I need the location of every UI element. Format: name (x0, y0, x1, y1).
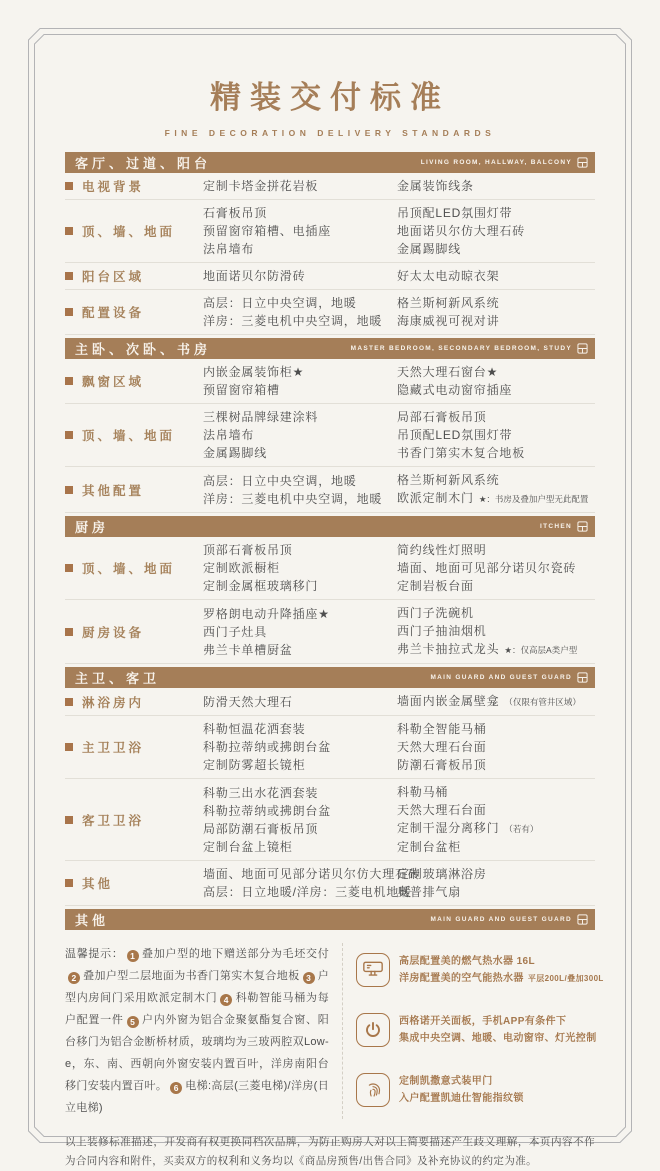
square-bullet-icon (65, 564, 73, 572)
row-label-text: 阳台区域 (82, 270, 145, 284)
spec-item: 天然大理石台面 (397, 803, 487, 817)
spec-item: 防滑天然大理石 (203, 694, 293, 709)
spec-item: 好太太电动晾衣架 (397, 269, 500, 283)
row-label (65, 623, 203, 641)
tip-number-badge: 5 (127, 1016, 139, 1028)
content (65, 0, 604, 1171)
spec-item: 高层：日立地暖/洋房：三菱电机地暖 (203, 885, 412, 899)
tip-text: 户内外窗为铝合金聚氨酯复合窗、阳台移门为铝合金断桥材质，玻璃均为三玻两腔双Low-e，东、南、西朝向外窗安装内置百叶，洋房南阳台移门安装内置百叶。 (65, 1014, 329, 1092)
spec-column-2 (397, 541, 595, 595)
feature-line-text: 定制凯撒意式装甲门 (399, 1076, 493, 1087)
feature-line (399, 1090, 524, 1107)
row-label-text: 配置设备 (82, 306, 145, 320)
floorplan-icon (577, 672, 588, 683)
spec-item: 定制岩板台面 (397, 579, 474, 593)
spec-item: 海康威视可视对讲 (397, 314, 500, 328)
spec-column-2 (397, 204, 595, 258)
table-row (65, 779, 595, 861)
floorplan-icon (577, 343, 588, 354)
feature-line (399, 1030, 597, 1047)
spec-item: 科勒三出水花洒套装 (203, 785, 319, 800)
row-label-text: 主卫卫浴 (82, 741, 145, 755)
spec-item: 书香门第实木复合地板 (397, 446, 526, 460)
spec-column-1 (203, 177, 397, 195)
spec-column-1 (203, 541, 397, 595)
section-header (65, 667, 595, 688)
table-row (65, 200, 595, 263)
spec-column-2 (397, 408, 595, 462)
sections-container (65, 152, 595, 930)
spec-item: 金属装饰线条 (397, 179, 474, 193)
tips-label: 温馨提示： (65, 948, 124, 960)
feature-line-note: 平层200L/叠加300L (527, 974, 604, 983)
row-label (65, 874, 203, 892)
row-label-text: 厨房设备 (82, 625, 145, 640)
spec-item: 格兰斯柯新风系统 (397, 296, 500, 310)
tips-area (65, 943, 604, 1119)
section-header-right (421, 157, 588, 168)
tip-text: 叠加户型二层地面为书香门第实木复合地板 (83, 970, 300, 982)
spec-item: 墙面、地面可见部分诺贝尔仿大理石砖 (203, 867, 421, 881)
spec-item: 定制欧派橱柜 (203, 561, 280, 575)
spec-column-2 (397, 720, 595, 774)
spec-item: 西门子灶具 (203, 624, 268, 639)
row-label-text: 飘窗区域 (82, 375, 145, 389)
section-title-en: LIVING ROOM, HALLWAY, BALCONY (420, 159, 572, 166)
section-title: 客厅、过道、阳台 (75, 156, 212, 171)
row-label-text: 客卫卫浴 (82, 813, 145, 828)
spec-column-2 (397, 177, 595, 195)
spec-item: 内嵌金属装饰柜★ (203, 365, 305, 379)
spec-item: 天然大理石台面 (397, 740, 487, 754)
section-title: 其他 (75, 913, 110, 928)
section-header-right (351, 343, 588, 354)
row-label-text: 电视背景 (82, 180, 145, 194)
spec-column-1 (203, 865, 421, 901)
row-label (65, 811, 203, 829)
spec-column-2 (397, 865, 595, 901)
spec-item: 预留窗帘箱槽、电插座 (203, 224, 332, 238)
spec-item-note: ★：书房及叠加户型无此配置 (478, 494, 589, 504)
spec-column-1 (203, 693, 397, 711)
section-title: 厨房 (75, 520, 110, 535)
spec-item (397, 819, 595, 838)
water-heater-icon (356, 953, 390, 987)
feature-line (399, 1073, 524, 1090)
table-row (65, 537, 595, 600)
feature-line-text: 洋房配置美的空气能热水器 (399, 973, 524, 984)
tip-number-badge: 4 (220, 994, 232, 1006)
spec-item (397, 489, 595, 508)
square-bullet-icon (65, 628, 73, 636)
fingerprint-icon (356, 1073, 390, 1107)
square-bullet-icon (65, 431, 73, 439)
spec-item-text: 弗兰卡抽拉式龙头 (397, 642, 500, 656)
spec-item-note: ★：仅高层A类户型 (504, 645, 578, 655)
spec-column-1 (203, 204, 397, 258)
spec-item: 金属踢脚线 (397, 242, 462, 256)
spec-item: 地面诺贝尔仿大理石砖 (397, 224, 526, 238)
row-label (65, 177, 203, 195)
table-row (65, 716, 595, 779)
row-label-text: 淋浴房内 (82, 695, 145, 710)
spec-column-1 (203, 294, 397, 330)
section-header-right (540, 521, 588, 532)
section-title-en: MAIN GUARD AND GUEST GUARD (430, 916, 572, 923)
square-bullet-icon (65, 182, 73, 190)
power-icon (356, 1013, 390, 1047)
row-label (65, 303, 203, 321)
spec-item: 金属踢脚线 (203, 446, 268, 460)
square-bullet-icon (65, 227, 73, 235)
feature-line (399, 970, 604, 987)
spec-item: 洋房：三菱电机中央空调，地暖 (203, 314, 383, 328)
section-header-right (430, 914, 588, 925)
row-label (65, 426, 203, 444)
table-row (65, 290, 595, 335)
section-header (65, 516, 595, 537)
spec-item-text: 墙面内嵌金属壁龛 (397, 694, 500, 708)
section-header (65, 909, 595, 930)
tip-number-badge: 3 (303, 972, 315, 984)
spec-item: 西门子抽油烟机 (397, 624, 487, 638)
tip-number-badge: 6 (170, 1082, 182, 1094)
spec-item: 吊顶配LED氛围灯带 (397, 206, 513, 220)
table-row (65, 359, 595, 404)
spec-item: 弗兰卡单槽厨盆 (203, 642, 293, 657)
row-label (65, 559, 203, 577)
spec-item: 科勒马桶 (397, 785, 449, 799)
spec-column-2 (397, 294, 595, 330)
spec-column-2 (397, 471, 595, 508)
row-label (65, 693, 203, 711)
table-row (65, 861, 595, 906)
spec-item: 防潮石膏板吊顶 (397, 758, 487, 772)
square-bullet-icon (65, 272, 73, 280)
spec-column-2 (397, 783, 595, 856)
spec-item: 天然大理石窗台★ (397, 365, 499, 379)
spec-item: 高层：日立中央空调，地暖 (203, 473, 357, 488)
tip-text: 电梯:高层(三菱电梯)/洋房(日立电梯) (65, 1080, 330, 1114)
spec-item: 顶部石膏板吊顶 (203, 543, 293, 557)
tips-paragraph (65, 943, 343, 1119)
spec-item (397, 692, 595, 711)
spec-item-text: 欧派定制木门 (397, 491, 474, 505)
spec-item: 奥普排气扇 (397, 885, 462, 899)
spec-item: 洋房：三菱电机中央空调，地暖 (203, 491, 383, 506)
spec-item: 地面诺贝尔防滑砖 (203, 269, 306, 283)
spec-column-1 (203, 472, 397, 508)
features-column (343, 943, 604, 1119)
spec-column-1 (203, 267, 397, 285)
feature-text (399, 953, 604, 987)
spec-item-text: 定制干湿分离移门 (397, 821, 500, 835)
page-subtitle: FINE DECORATION DELIVERY STANDARDS (164, 128, 496, 138)
spec-item: 法帛墙布 (203, 242, 255, 256)
row-label (65, 372, 203, 390)
spec-item: 科勒全智能马桶 (397, 722, 487, 736)
table-row (65, 263, 595, 290)
spec-column-1 (203, 408, 397, 462)
feature-line-text: 西格诺开关面板，手机APP有条件下 (399, 1016, 567, 1027)
spec-item: 罗格朗电动升降插座★ (203, 606, 330, 621)
row-label-text: 其他 (82, 877, 114, 891)
tip-text: 户型内房间门采用欧派定制木门 (65, 970, 329, 1004)
spec-item: 局部防潮石膏板吊顶 (203, 821, 319, 836)
table-row (65, 404, 595, 467)
disclaimer-text: 以上装修标准描述，开发商有权更换同档次品牌，为防止购房人对以上简要描述产生歧义理解，本页内容不作为合同内容和附件，买卖双方的权利和义务均以《商品房预售/出售合同》及补充协议的约定为准。 (65, 1136, 595, 1167)
spec-column-1 (203, 363, 397, 399)
section-title-en: ITCHEN (540, 523, 572, 530)
square-bullet-icon (65, 743, 73, 751)
section-title-en: MASTER BEDROOM, SECONDARY BEDROOM, STUDY (350, 345, 572, 352)
feature-item (356, 1073, 604, 1107)
tip-text: 科勒智能马桶为每户配置一件 (65, 992, 329, 1026)
tip-number-badge: 1 (127, 950, 139, 962)
spec-item: 定制台盆上镜柜 (203, 839, 293, 854)
spec-item: 定制台盆柜 (397, 840, 462, 854)
row-label (65, 222, 203, 240)
spec-column-2 (397, 267, 595, 285)
row-label-text: 顶、墙、地面 (82, 225, 176, 239)
row-label-text: 顶、墙、地面 (82, 429, 176, 443)
square-bullet-icon (65, 816, 73, 824)
feature-text (399, 1073, 524, 1107)
spec-column-1 (203, 784, 397, 856)
tip-text: 叠加户型的地下赠送部分为毛坯交付 (141, 948, 329, 960)
spec-item: 简约线性灯照明 (397, 543, 487, 557)
spec-item: 高层：日立中央空调，地暖 (203, 296, 357, 310)
feature-item (356, 1013, 604, 1047)
section-title: 主卧、次卧、书房 (75, 342, 212, 357)
spec-item: 格兰斯柯新风系统 (397, 473, 500, 487)
section-header (65, 338, 595, 359)
floorplan-icon (577, 914, 588, 925)
spec-item: 吊顶配LED氛围灯带 (397, 428, 513, 442)
row-label (65, 267, 203, 285)
spec-item (397, 640, 595, 659)
tip-number-badge: 2 (68, 972, 80, 984)
feature-text (399, 1013, 597, 1047)
feature-line (399, 1013, 597, 1030)
feature-line-text: 入户配置凯迪仕智能指纹锁 (399, 1093, 524, 1104)
spec-item: 定制玻璃淋浴房 (397, 867, 487, 881)
square-bullet-icon (65, 698, 73, 706)
square-bullet-icon (65, 308, 73, 316)
row-label (65, 481, 203, 499)
row-label-text: 其他配置 (82, 483, 145, 498)
spec-item-note: （若有） (504, 824, 539, 834)
feature-line-text: 集成中央空调、地暖、电动窗帘、灯光控制 (399, 1033, 597, 1044)
section-title: 主卫、客卫 (75, 671, 161, 686)
floorplan-icon (577, 157, 588, 168)
feature-item (356, 953, 604, 987)
row-label (65, 738, 203, 756)
spec-item: 石膏板吊顶 (203, 206, 268, 220)
spec-item: 法帛墙布 (203, 428, 255, 442)
spec-item: 科勒拉蒂纳或拂朗台盆 (203, 740, 332, 754)
spec-item: 科勒恒温花洒套装 (203, 722, 306, 736)
square-bullet-icon (65, 879, 73, 887)
spec-item-note: （仅限有管井区域） (504, 697, 581, 707)
spec-item: 定制卡塔金拼花岩板 (203, 179, 319, 193)
spec-column-1 (203, 605, 397, 659)
spec-column-2 (397, 604, 595, 659)
spec-item: 定制防雾超长镜柜 (203, 758, 306, 772)
square-bullet-icon (65, 486, 73, 494)
spec-column-2 (397, 363, 595, 399)
spec-item: 隐藏式电动窗帘插座 (397, 383, 513, 397)
spec-item: 西门子洗碗机 (397, 606, 474, 620)
spec-item: 科勒拉蒂纳或拂朗台盆 (203, 803, 332, 818)
spec-column-2 (397, 692, 595, 711)
table-row (65, 688, 595, 716)
page-title: 精装交付标准 (210, 80, 450, 115)
section-header-right (430, 672, 588, 683)
feature-line (399, 953, 604, 970)
spec-item: 墙面、地面可见部分诺贝尔瓷砖 (397, 561, 577, 575)
spec-item: 预留窗帘箱槽 (203, 383, 280, 397)
row-label-text: 顶、墙、地面 (82, 562, 176, 576)
table-row (65, 173, 595, 200)
spec-item: 局部石膏板吊顶 (397, 410, 487, 424)
feature-line-text: 高层配置美的燃气热水器 16L (399, 956, 536, 967)
table-row (65, 600, 595, 664)
spec-item: 定制金属框玻璃移门 (203, 579, 319, 593)
table-row (65, 467, 595, 513)
section-title-en: MAIN GUARD AND GUEST GUARD (430, 674, 572, 681)
spec-item: 三棵树品牌绿建涂料 (203, 410, 319, 424)
floorplan-icon (577, 521, 588, 532)
spec-column-1 (203, 720, 397, 774)
section-header (65, 152, 595, 173)
square-bullet-icon (65, 377, 73, 385)
